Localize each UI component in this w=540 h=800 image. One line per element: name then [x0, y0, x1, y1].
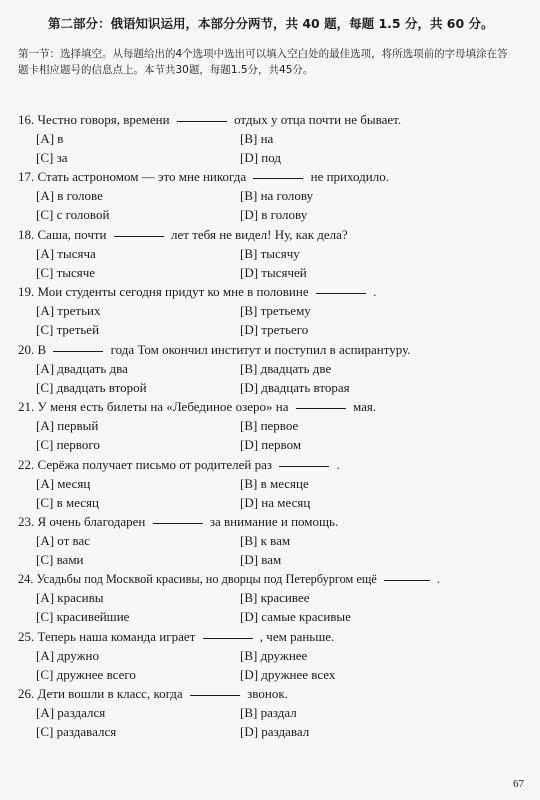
- options: [18, 647, 523, 685]
- page-number: 67: [513, 778, 524, 790]
- stem-after: не приходило.: [310, 169, 389, 184]
- option-b: [B] на: [240, 131, 274, 146]
- question-stem: [18, 629, 523, 645]
- question-19: [18, 284, 523, 340]
- question-number: 23.: [18, 514, 35, 529]
- stem-after: .: [436, 572, 441, 586]
- question-stem: [18, 399, 523, 415]
- option-d: [D] третьего: [240, 322, 309, 337]
- options: [18, 532, 523, 570]
- question-stem: [18, 342, 523, 358]
- option-d: [D] двадцать вторая: [240, 380, 350, 395]
- option-c: [C] дружнее всего: [36, 667, 136, 682]
- option-c: [C] раздавался: [36, 724, 117, 739]
- option-c: [C] тысяче: [36, 265, 96, 280]
- stem-before: В: [37, 342, 47, 357]
- question-stem: [18, 571, 523, 587]
- stem-after: , чем раньше.: [259, 629, 335, 644]
- answer-blank: [279, 466, 329, 467]
- question-26: [18, 686, 523, 742]
- option-b: [B] красивее: [240, 590, 310, 605]
- option-b: [B] третьему: [240, 303, 311, 318]
- question-number: 25.: [18, 629, 35, 644]
- question-stem: [18, 514, 523, 530]
- question-stem: [18, 169, 523, 185]
- question-18: [18, 227, 523, 283]
- option-a: [A] двадцать два: [36, 361, 128, 376]
- options: [18, 130, 523, 168]
- option-d: [D] в голову: [240, 207, 308, 222]
- stem-before: Стать астрономом — это мне никогда: [37, 169, 247, 184]
- option-d: [D] тысячей: [240, 265, 307, 280]
- option-a: [A] тысяча: [36, 246, 96, 261]
- stem-before: Серёжа получает письмо от родителей раз: [37, 457, 273, 472]
- option-b: [B] первое: [240, 418, 299, 433]
- options: [18, 417, 523, 455]
- option-c: [C] вами: [36, 552, 84, 567]
- question-20: [18, 342, 523, 398]
- answer-blank: [296, 408, 346, 409]
- question-number: 17.: [18, 169, 35, 184]
- option-d: [D] дружнее всех: [240, 667, 336, 682]
- option-a: [A] первый: [36, 418, 99, 433]
- option-d: [D] вам: [240, 552, 282, 567]
- option-b: [B] в месяце: [240, 476, 309, 491]
- option-b: [B] дружнее: [240, 648, 308, 663]
- option-b: [B] к вам: [240, 533, 291, 548]
- question-stem: [18, 112, 523, 128]
- question-21: [18, 399, 523, 455]
- section-instructions: 第一节：选择填空。从每题给出的4个选项中选出可以填入空白处的最佳选项，将所选项前的字母填涂在答题卡相应题号的信息点上。本节共30题，每题1.5分，共45分。: [18, 48, 508, 76]
- options: [18, 245, 523, 283]
- part-title: 第二部分：俄语知识运用，本部分分两节，共 40 题，每题 1.5 分，共 60 分。: [48, 16, 494, 31]
- stem-before: Я очень благодарен: [37, 514, 146, 529]
- stem-before: Честно говоря, времени: [37, 112, 170, 127]
- options: [18, 360, 523, 398]
- option-b: [B] тысячу: [240, 246, 300, 261]
- stem-before: Теперь наша команда играет: [37, 629, 196, 644]
- option-a: [A] раздался: [36, 705, 106, 720]
- stem-after: отдых у отца почти не бывает.: [234, 112, 402, 127]
- question-number: 26.: [18, 686, 35, 701]
- question-25: [18, 629, 523, 685]
- question-22: [18, 457, 523, 513]
- options: [18, 475, 523, 513]
- question-17: [18, 169, 523, 225]
- question-stem: [18, 457, 523, 473]
- option-c: [C] двадцать второй: [36, 380, 147, 395]
- stem-after: года Том окончил институт и поступил в аспирантуру.: [110, 342, 411, 357]
- option-d: [D] самые красивые: [240, 609, 351, 624]
- option-c: [C] с головой: [36, 207, 110, 222]
- option-c: [C] в месяц: [36, 495, 99, 510]
- question-stem: [18, 686, 523, 702]
- option-a: [A] в голове: [36, 188, 103, 203]
- question-number: 22.: [18, 457, 35, 472]
- stem-before: У меня есть билеты на «Лебединое озеро» на: [37, 399, 289, 414]
- question-16: [18, 112, 523, 168]
- answer-blank: [316, 293, 366, 294]
- answer-blank: [190, 695, 240, 696]
- question-number: 21.: [18, 399, 35, 414]
- stem-after: звонок.: [247, 686, 288, 701]
- option-a: [A] месяц: [36, 476, 91, 491]
- option-d: [D] раздавал: [240, 724, 310, 739]
- option-c: [C] третьей: [36, 322, 100, 337]
- stem-after: .: [336, 457, 340, 472]
- stem-before: Дети вошли в класс, когда: [37, 686, 183, 701]
- answer-blank: [177, 121, 227, 122]
- option-a: [A] третьих: [36, 303, 101, 318]
- stem-after: лет тебя не видел! Ну, как дела?: [171, 227, 348, 242]
- option-d: [D] первом: [240, 437, 302, 452]
- question-number: 16.: [18, 112, 35, 127]
- question-number: 19.: [18, 284, 35, 299]
- option-d: [D] на месяц: [240, 495, 311, 510]
- question-stem: [18, 284, 523, 300]
- answer-blank: [203, 638, 253, 639]
- answer-blank: [114, 236, 164, 237]
- option-b: [B] на голову: [240, 188, 314, 203]
- answer-blank: [53, 351, 103, 352]
- stem-after: за внимание и помощь.: [209, 514, 339, 529]
- question-number: 24.: [18, 572, 34, 586]
- option-a: [A] от вас: [36, 533, 91, 548]
- options: [18, 704, 523, 742]
- stem-before: Саша, почти: [37, 227, 107, 242]
- question-number: 18.: [18, 227, 35, 242]
- question-stem: [18, 227, 523, 243]
- answer-blank: [153, 523, 203, 524]
- option-b: [B] двадцать две: [240, 361, 332, 376]
- options: [18, 302, 523, 340]
- stem-after: .: [373, 284, 377, 299]
- option-a: [A] красивы: [36, 590, 104, 605]
- option-a: [A] дружно: [36, 648, 100, 663]
- option-c: [C] за: [36, 150, 68, 165]
- stem-before: Мои студенты сегодня придут ко мне в половине: [37, 284, 309, 299]
- option-c: [C] первого: [36, 437, 100, 452]
- option-d: [D] под: [240, 150, 281, 165]
- option-a: [A] в: [36, 131, 64, 146]
- option-b: [B] раздал: [240, 705, 297, 720]
- question-24: [18, 571, 523, 627]
- options: [18, 187, 523, 225]
- answer-blank: [384, 580, 430, 581]
- question-23: [18, 514, 523, 570]
- question-number: 20.: [18, 342, 35, 357]
- stem-after: мая.: [352, 399, 377, 414]
- option-c: [C] красивейшие: [36, 609, 130, 624]
- options: [18, 589, 523, 627]
- stem-before: Усадьбы под Москвой красивы, но дворцы под Петербургом ещё: [36, 572, 377, 586]
- answer-blank: [253, 178, 303, 179]
